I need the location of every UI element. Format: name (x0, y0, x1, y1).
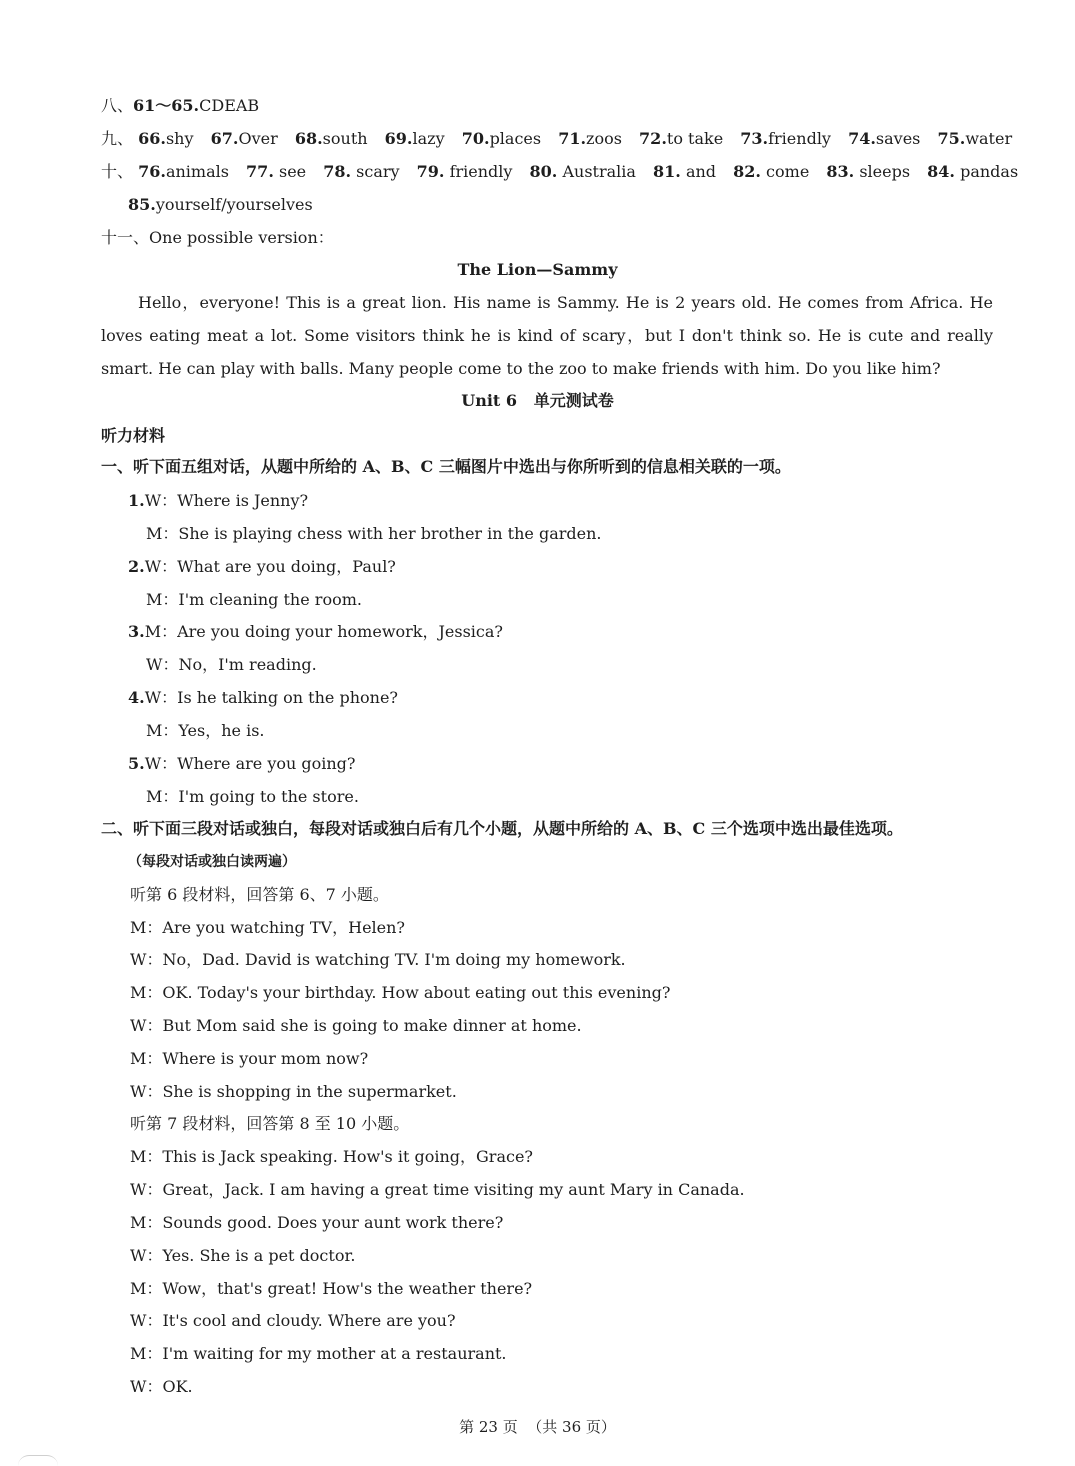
answer-item: 67.Over (210, 129, 278, 148)
material-6-line: W：She is shopping in the supermarket. (130, 1082, 457, 1101)
dialogue-2-line-1: 2.W：What are you doing，Paul? (128, 557, 396, 576)
part2-instruction: 二、听下面三段对话或独白，每段对话或独白后有几个小题，从题中所给的 A、B、C 三个选项中选出最佳选项。 (101, 819, 903, 838)
dialogue-2-line-2: M：I'm cleaning the room. (146, 590, 362, 609)
answer-item: 76.animals (138, 162, 229, 181)
material-6-line: M：Where is your mom now? (130, 1049, 369, 1068)
answer-item: 70.places (461, 129, 542, 148)
essay-text: Hello，everyone! This is a great lion. His name is Sammy. He is 2 years old. He comes from Africa. He loves eating meat a lot. Some visitors think he is kind of scary，but I don't think so. He is cute and really smart. He can play with balls. Many people come to the zoo to make friends with him. Do you like him? (101, 293, 993, 378)
dialogue-5-line-1: 5.W：Where are you going? (128, 754, 356, 773)
material-7-line: M：This is Jack speaking. How's it going，Grace? (130, 1147, 534, 1166)
material-6-line: W：No，Dad. David is watching TV. I'm doing my homework. (130, 950, 626, 969)
dialogue-4-line-2: M：Yes，he is. (146, 721, 265, 740)
answer-item: 80. Australia (529, 162, 636, 181)
answer-item: 73.friendly (740, 129, 831, 148)
answer-item: 66.shy (138, 129, 194, 148)
material-7-line: W：Great，Jack. I am having a great time visiting my aunt Mary in Canada. (130, 1180, 745, 1199)
essay-title: The Lion—Sammy (457, 260, 618, 279)
answer-item: 78. scary (323, 162, 400, 181)
dialogue-4-line-1: 4.W：Is he talking on the phone? (128, 688, 399, 707)
dialogue-5-line-2: M：I'm going to the store. (146, 787, 359, 806)
answer-section-10: 十、 76.animals 77. see 78. scary 79. friendly 80. Australia 81. and 82. come 83. sleeps 84. pandas (101, 162, 1019, 181)
material-7-line: W：Yes. She is a pet doctor. (130, 1246, 356, 1265)
material-6-intro: 听第 6 段材料，回答第 6、7 小题。 (130, 885, 389, 904)
answer-item: 82. come (733, 162, 810, 181)
answer-item: 83. sleeps (826, 162, 911, 181)
unit-heading: Unit 6 单元测试卷 (461, 391, 614, 410)
page-footer: 第 23 页 （共 36 页） (459, 1418, 616, 1436)
dialogue-1-line-1: 1.W：Where is Jenny? (128, 491, 309, 510)
answer-item: 72.to take (639, 129, 724, 148)
dialogue-3-line-1: 3.M：Are you doing your homework，Jessica? (128, 622, 503, 641)
material-6-line: M：OK. Today's your birthday. How about eating out this evening? (130, 983, 671, 1002)
material-7-line: M：I'm waiting for my mother at a restaurant. (130, 1344, 507, 1363)
answer-item: 75.water (937, 129, 1013, 148)
answer-item: 84. pandas (927, 162, 1019, 181)
answer-item-85: 85.yourself/yourselves (128, 195, 313, 214)
answer-item: 81. and (653, 162, 717, 181)
answer-item: 74.saves (848, 129, 921, 148)
answer-section-11: 十一、One possible version： (101, 228, 334, 247)
material-6-line: M：Are you watching TV，Helen? (130, 918, 406, 937)
material-7-line: W：OK. (130, 1377, 193, 1396)
material-7-intro: 听第 7 段材料，回答第 8 至 10 小题。 (130, 1114, 410, 1133)
material-6-line: W：But Mom said she is going to make dinner at home. (130, 1016, 582, 1035)
material-7-line: W：It's cool and cloudy. Where are you? (130, 1311, 456, 1330)
part1-instruction: 一、听下面五组对话，从题中所给的 A、B、C 三幅图片中选出与你所听到的信息相关联的一项。 (101, 457, 791, 476)
material-7-line: M：Sounds good. Does your aunt work there? (130, 1213, 504, 1232)
answer-item: 68.south (294, 129, 368, 148)
answer-section-9: 九、 66.shy 67.Over 68.south 69.lazy 70.places 71.zoos 72.to take 73.friendly 74.saves 75.water (101, 129, 1013, 148)
material-7-line: M：Wow，that's great! How's the weather there? (130, 1279, 533, 1298)
answer-item: 69.lazy (384, 129, 445, 148)
answer-section-8: 八、61～65.CDEAB (101, 96, 260, 115)
page-curl-mark (18, 1455, 58, 1466)
part2-note: （每段对话或独白读两遍） (128, 854, 296, 870)
answer-item: 71.zoos (558, 129, 622, 148)
listening-label: 听力材料 (101, 426, 166, 445)
answer-item: 77. see (246, 162, 307, 181)
dialogue-3-line-2: W：No，I'm reading. (146, 655, 317, 674)
answer-item: 79. friendly (416, 162, 513, 181)
dialogue-1-line-2: M：She is playing chess with her brother in the garden. (146, 524, 602, 543)
